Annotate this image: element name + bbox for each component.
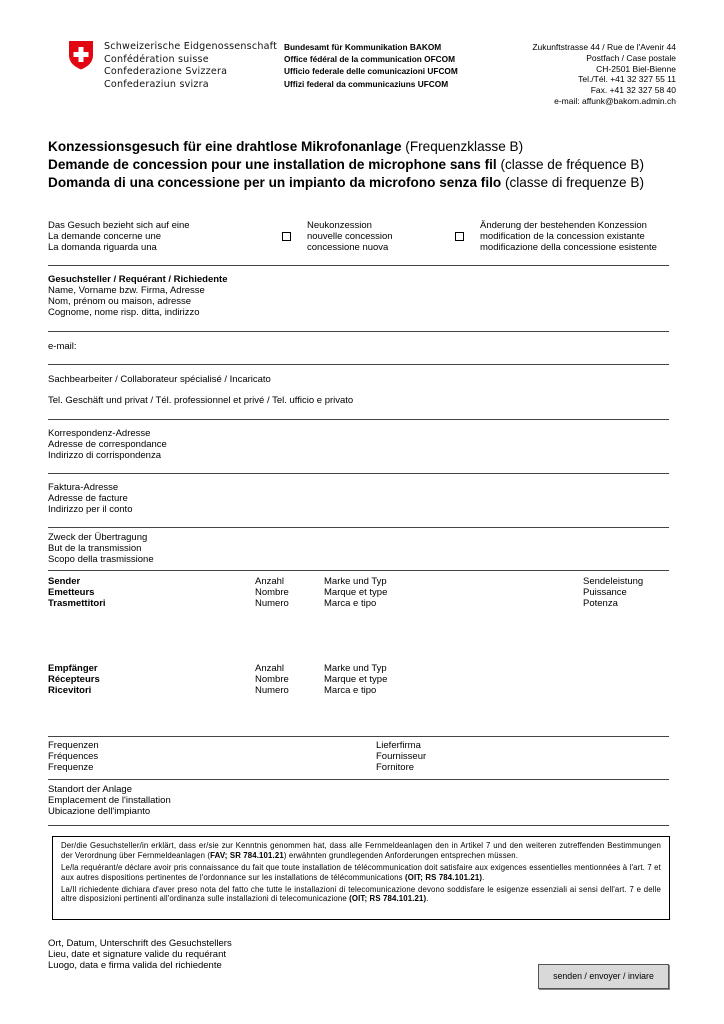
sender-count-fr: Nombre xyxy=(255,587,289,598)
divider xyxy=(48,527,669,528)
location-it: Ubicazione dell'impianto xyxy=(48,806,151,817)
title-de xyxy=(48,138,688,156)
declaration-de-ref: FAV; SR 784.101.21 xyxy=(210,850,284,860)
signature-fr: Lieu, date et signature valide du requérant xyxy=(48,949,226,960)
location-de: Standort der Anlage xyxy=(48,784,132,795)
sender-count-de: Anzahl xyxy=(255,576,285,587)
address-fax: Fax. +41 32 327 58 40 xyxy=(590,85,676,96)
frequencies-it: Frequenze xyxy=(48,762,94,773)
applicant-heading: Gesuchsteller / Requérant / Richiedente xyxy=(48,274,228,285)
title-fr-bold: Demande de concession pour une installation de microphone sans fil xyxy=(48,157,497,172)
declaration-it-end: . xyxy=(426,894,429,904)
receiver-heading-it: Ricevitori xyxy=(48,685,92,696)
correspondence-address-field[interactable] xyxy=(48,428,167,461)
correspondence-it: Indirizzo di corrispondenza xyxy=(48,450,162,461)
purpose-de: Zweck der Übertragung xyxy=(48,532,148,543)
receiver-heading-fr: Récepteurs xyxy=(48,674,100,685)
title-it-class: (classe di frequenze B) xyxy=(501,175,644,190)
confederation-rm: Confederaziun svizra xyxy=(104,78,209,90)
request-type-label-it: La domanda riguarda una xyxy=(48,242,157,253)
request-type-label-fr: La demande concerne une xyxy=(48,231,162,242)
swiss-coat-of-arms-icon xyxy=(66,40,96,70)
change-concession-fr: modification de la concession existante xyxy=(480,231,645,242)
location-field[interactable] xyxy=(48,784,171,817)
declaration-box xyxy=(52,836,670,920)
declaration-de-end: ) erwähnten grundlegenden Anforderungen entsprechen müssen. xyxy=(283,850,519,860)
billing-de: Faktura-Adresse xyxy=(48,482,119,493)
email-field[interactable]: e-mail: xyxy=(48,341,77,352)
change-concession-label xyxy=(480,220,657,253)
sender-heading-de: Sender xyxy=(48,576,81,587)
title-fr xyxy=(48,156,688,174)
supplier-it: Fornitore xyxy=(376,762,415,773)
supplier-field[interactable] xyxy=(376,740,426,773)
new-concession-de: Neukonzession xyxy=(307,220,372,231)
confederation-names xyxy=(104,41,277,91)
applicant-line-fr: Nom, prénom ou maison, adresse xyxy=(48,296,192,307)
signature-field[interactable] xyxy=(48,938,232,971)
location-fr: Emplacement de l'installation xyxy=(48,795,171,806)
receiver-heading xyxy=(48,663,100,696)
applicant-field[interactable] xyxy=(48,274,228,318)
confederation-fr: Confédération suisse xyxy=(104,53,209,65)
frequencies-field[interactable] xyxy=(48,740,99,773)
office-names xyxy=(284,41,458,90)
title-de-class: (Frequenzklasse B) xyxy=(401,139,524,154)
office-de: Bundesamt für Kommunikation BAKOM xyxy=(284,42,442,52)
divider xyxy=(48,570,669,571)
billing-address-field[interactable] xyxy=(48,482,132,515)
supplier-fr: Fournisseur xyxy=(376,751,427,762)
receiver-brand-de: Marke und Typ xyxy=(324,663,387,674)
sender-brand-it: Marca e tipo xyxy=(324,598,377,609)
applicant-line-it: Cognome, nome risp. ditta, indirizzo xyxy=(48,307,200,318)
sender-brand-de: Marke und Typ xyxy=(324,576,387,587)
sender-power-de: Sendeleistung xyxy=(583,576,644,587)
sender-power-field[interactable] xyxy=(583,576,643,609)
divider xyxy=(48,825,669,826)
divider xyxy=(48,419,669,420)
purpose-fr: But de la transmission xyxy=(48,543,142,554)
declaration-it-text: La/Il richiedente dichiara d'aver preso nota del fatto che tutte le installazioni di telecomunicazione devono soddisfare le esigenze essenziali ai sensi dell'art. 7 e delle altre disposizioni pertinenti all'ordinanza sulle installazioni di telecomunicazione xyxy=(61,884,661,904)
sender-heading xyxy=(48,576,106,609)
request-type-label xyxy=(48,220,190,253)
purpose-it: Scopo della trasmissione xyxy=(48,554,154,565)
address-phone: Tel./Tél. +41 32 327 55 11 xyxy=(578,74,676,85)
receiver-brand-field[interactable] xyxy=(324,663,387,696)
sender-heading-fr: Emetteurs xyxy=(48,587,95,598)
sender-count-field[interactable] xyxy=(255,576,289,609)
address-pobox: Postfach / Case postale xyxy=(586,52,676,63)
request-type-label-de: Das Gesuch bezieht sich auf eine xyxy=(48,220,190,231)
title-fr-class: (classe de fréquence B) xyxy=(496,157,645,172)
new-concession-it: concessione nuova xyxy=(307,242,389,253)
sender-brand-field[interactable] xyxy=(324,576,387,609)
change-concession-checkbox[interactable] xyxy=(455,232,464,241)
title-de-bold: Konzessionsgesuch für eine drahtlose Mikrofonanlage xyxy=(48,139,402,154)
document-title xyxy=(48,138,688,192)
office-it: Ufficio federale delle comunicazioni UFCOM xyxy=(284,66,458,77)
clerk-field[interactable]: Sachbearbeiter / Collaborateur spécialisé / Incaricato xyxy=(48,374,271,385)
change-concession-de: Änderung der bestehenden Konzession xyxy=(480,220,647,231)
address-city: CH-2501 Biel-Bienne xyxy=(596,63,676,74)
title-it xyxy=(48,174,688,192)
office-rm: Uffizi federal da communicaziuns UFCOM xyxy=(284,78,449,89)
divider xyxy=(48,364,669,365)
office-fr: Office fédéral de la communication OFCOM xyxy=(284,54,456,65)
signature-it: Luogo, data e firma valida del richiedente xyxy=(48,960,222,971)
frequencies-de: Frequenzen xyxy=(48,740,99,751)
applicant-line-de: Name, Vorname bzw. Firma, Adresse xyxy=(48,285,205,296)
confederation-de: Schweizerische Eidgenossenschaft xyxy=(104,41,278,52)
billing-fr: Adresse de facture xyxy=(48,493,128,504)
sender-heading-it: Trasmettitori xyxy=(48,598,106,609)
declaration-it xyxy=(61,885,661,904)
supplier-de: Lieferfirma xyxy=(376,740,421,751)
declaration-fr xyxy=(61,863,661,882)
address-street: Zukunftstrasse 44 / Rue de l'Avenir 44 xyxy=(532,42,676,52)
sender-power-it: Potenza xyxy=(583,598,618,609)
correspondence-de: Korrespondenz-Adresse xyxy=(48,428,151,439)
receiver-count-fr: Nombre xyxy=(255,674,289,685)
frequencies-fr: Fréquences xyxy=(48,751,99,762)
address-email: e-mail: affunk@bakom.admin.ch xyxy=(554,95,676,106)
divider xyxy=(48,779,669,780)
receiver-brand-it: Marca e tipo xyxy=(324,685,377,696)
sender-power-fr: Puissance xyxy=(583,587,627,598)
receiver-brand-fr: Marque et type xyxy=(324,674,388,685)
new-concession-fr: nouvelle concession xyxy=(307,231,393,242)
divider xyxy=(48,265,669,266)
declaration-it-ref: (OIT; RS 784.101.21) xyxy=(349,894,427,904)
declaration-fr-text: Le/la requérant/e déclare avoir pris connaissance du fait que toute installation de télécommunication doit satisfaire aux exigences essentielles mentionnées à l'art. 7 et aux autres dispositions pertinentes de l'ordonnance sur les installations de télécommunications xyxy=(61,862,661,882)
receiver-count-it: Numero xyxy=(255,685,289,696)
divider xyxy=(48,736,669,737)
declaration-fr-ref: (OIT; RS 784.101.21) xyxy=(404,872,483,882)
receiver-count-de: Anzahl xyxy=(255,663,285,674)
phone-field[interactable]: Tel. Geschäft und privat / Tél. professionnel et privé / Tel. ufficio e privato xyxy=(48,395,354,406)
declaration-de-text: Der/die Gesuchsteller/in erklärt, dass er/sie zur Kenntnis genommen hat, dass alle Fernmeldeanlagen den in Artikel 7 und den weiteren zutreffenden Bestimmungen der Verordnung über Fernmeldeanlagen ( xyxy=(61,841,661,860)
office-address xyxy=(532,42,676,107)
purpose-field[interactable] xyxy=(48,532,154,565)
declaration-fr-end: . xyxy=(482,872,485,882)
new-concession-checkbox[interactable] xyxy=(282,232,291,241)
declaration-de xyxy=(61,841,661,860)
sender-count-it: Numero xyxy=(255,598,289,609)
send-button[interactable]: senden / envoyer / inviare xyxy=(538,964,669,989)
receiver-heading-de: Empfänger xyxy=(48,663,98,674)
new-concession-label xyxy=(307,220,393,253)
change-concession-it: modificazione della concessione esistente xyxy=(480,242,657,253)
confederation-it: Confederazione Svizzera xyxy=(104,66,228,77)
billing-it: Indirizzo per il conto xyxy=(48,504,133,515)
divider xyxy=(48,331,669,332)
sender-brand-fr: Marque et type xyxy=(324,587,388,598)
title-it-bold: Domanda di una concessione per un impianto da microfono senza filo xyxy=(48,175,502,190)
divider xyxy=(48,473,669,474)
receiver-count-field[interactable] xyxy=(255,663,289,696)
correspondence-fr: Adresse de correspondance xyxy=(48,439,167,450)
signature-de: Ort, Datum, Unterschrift des Gesuchstellers xyxy=(48,938,232,949)
